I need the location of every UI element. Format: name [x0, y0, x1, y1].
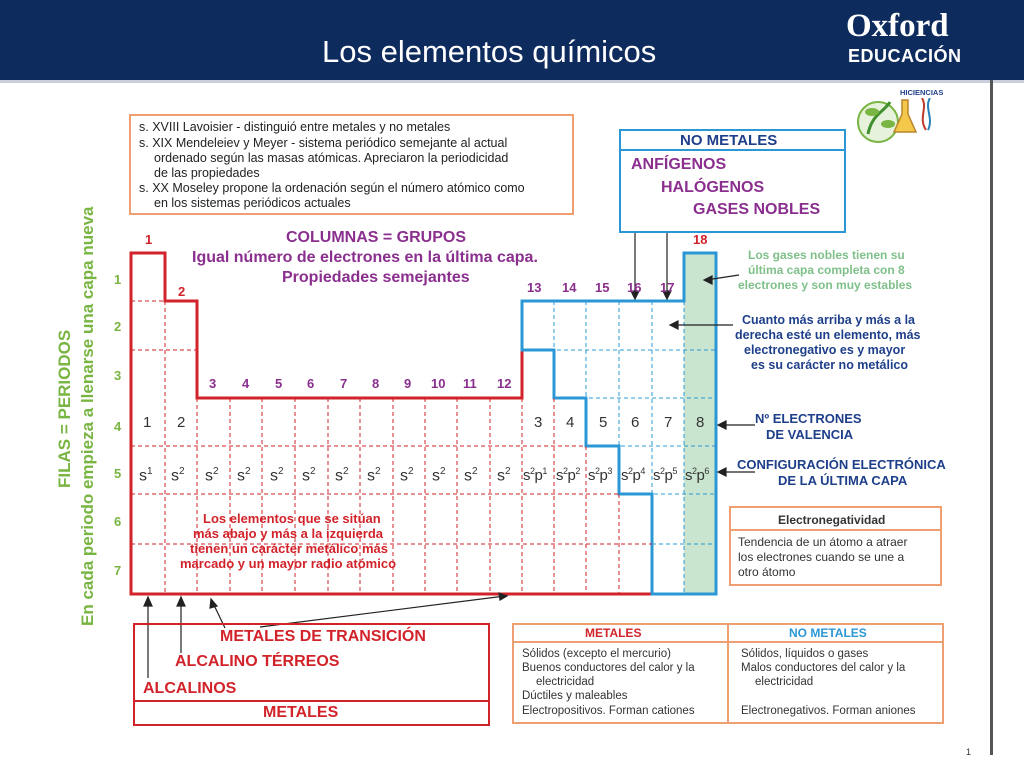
- group-number-16: 16: [627, 280, 642, 295]
- metals-prop-4: Dúctiles y maleables: [522, 690, 628, 702]
- properties-table-header-divider: [512, 641, 944, 643]
- electronegativity-def-1: Tendencia de un átomo a atraer: [738, 535, 908, 549]
- metals-prop-3: electricidad: [536, 676, 595, 688]
- group-number-10: 10: [431, 376, 446, 391]
- gases-nobles-label: GASES NOBLES: [693, 201, 821, 218]
- history-line-4: de las propiedades: [154, 166, 260, 180]
- group-number-2: 2: [178, 284, 186, 299]
- slide-title: Los elementos químicos: [322, 34, 657, 69]
- columns-heading: COLUMNAS = GRUPOS: [286, 229, 467, 246]
- electroneg-trend-3: electronegativo es y mayor: [744, 343, 906, 357]
- arrowhead-alcalinoterreos: [177, 597, 185, 606]
- properties-table-column-divider: [727, 623, 729, 724]
- group-number-6: 6: [307, 376, 315, 391]
- electronegativity-def-3: otro átomo: [738, 565, 796, 579]
- page-number: 1: [966, 747, 972, 757]
- arrowhead-valence: [718, 421, 726, 429]
- history-line-5: s. XX Moseley propone la ordenación según el número atómico como: [139, 181, 525, 195]
- metals-label: METALES: [263, 704, 339, 721]
- group-number-8: 8: [372, 376, 380, 391]
- valence-7: 7: [664, 414, 673, 431]
- metals-prop-1: Sólidos (excepto el mercurio): [522, 648, 671, 660]
- group-number-14: 14: [562, 280, 577, 295]
- config-p3: $s^2p^3$: [588, 466, 612, 484]
- group-number-7: 7: [340, 376, 348, 391]
- config-s2-group2: $s^2$: [171, 466, 185, 485]
- history-line-6: en los sistemas periódicos actuales: [154, 196, 351, 210]
- group-number-1: 1: [145, 232, 153, 247]
- alkaline-earth-label: ALCALINO TÉRREOS: [175, 653, 340, 670]
- nonmetals-title: NO METALES: [680, 132, 778, 149]
- period-number-5: 5: [114, 466, 122, 481]
- config-s2-g8: $s^2$: [367, 466, 381, 485]
- arrowhead-transicion-left: [210, 599, 217, 608]
- electronegativity-box-divider: [729, 529, 942, 531]
- config-s2-g11: $s^2$: [464, 466, 478, 485]
- config-s2-g10: $s^2$: [432, 466, 446, 485]
- noble-gases-note-1: Los gases nobles tienen su: [748, 248, 905, 262]
- halogenos-label: HALÓGENOS: [661, 179, 765, 196]
- columns-description: Igual número de electrones en la última capa.: [192, 249, 538, 266]
- properties-nonmetals-header: NO METALES: [789, 626, 867, 640]
- noble-gases-note-2: última capa completa con 8: [748, 263, 905, 277]
- electroneg-trend-4: es su carácter no metálico: [751, 358, 909, 372]
- group-number-18: 18: [693, 232, 708, 247]
- config-s2-g6: $s^2$: [302, 466, 316, 485]
- group-number-4: 4: [242, 376, 250, 391]
- config-p2: $s^2p^2$: [556, 466, 580, 484]
- oxford-logo: Oxford: [846, 8, 949, 44]
- metallic-trend-4: marcado y un mayor radio atómico: [180, 556, 397, 571]
- period-number-6: 6: [114, 514, 122, 529]
- rows-description: En cada periodo empieza a llenarse una capa nueva: [78, 206, 97, 626]
- group-number-11: 11: [463, 376, 477, 391]
- history-line-2: s. XIX Mendeleiev y Meyer - sistema periódico semejante al actual: [139, 136, 508, 150]
- valence-3: 3: [534, 414, 543, 431]
- config-s1: $s^1$: [139, 466, 153, 485]
- config-p1: $s^2p^1$: [523, 466, 547, 484]
- metals-prop-5: Electropositivos. Forman cationes: [522, 705, 695, 717]
- arrowhead-alcalinos: [144, 597, 152, 606]
- config-s2-g4: $s^2$: [237, 466, 251, 485]
- group-number-3: 3: [209, 376, 217, 391]
- group-number-12: 12: [497, 376, 512, 391]
- nonmetals-prop-1: Sólidos, líquidos o gases: [741, 648, 869, 660]
- group-number-15: 15: [595, 280, 610, 295]
- nonmetals-prop-3: electricidad: [755, 676, 814, 688]
- electronegativity-def-2: los electrones cuando se une a: [738, 550, 905, 564]
- columns-properties: Propiedades semejantes: [282, 269, 470, 286]
- group-number-13: 13: [527, 280, 542, 295]
- arrowhead-config: [718, 468, 726, 476]
- nonmetals-prop-5: Electronegativos. Forman aniones: [741, 705, 916, 717]
- group-number-9: 9: [404, 376, 412, 391]
- config-p6: $s^2p^6$: [685, 466, 709, 484]
- anfigenos-label: ANFÍGENOS: [631, 156, 727, 173]
- history-line-1: s. XVIII Lavoisier - distinguió entre metales y no metales: [139, 120, 451, 134]
- config-s2-g3: $s^2$: [205, 466, 219, 485]
- electroneg-trend-2: derecha esté un elemento, más: [735, 328, 921, 342]
- metallic-trend-2: más abajo y más a la izquierda: [193, 526, 384, 541]
- valence-4: 4: [566, 414, 575, 431]
- period-number-7: 7: [114, 563, 122, 578]
- valence-5: 5: [599, 414, 608, 431]
- valence-8: 8: [696, 414, 705, 431]
- period-number-4: 4: [114, 419, 122, 434]
- valence-1: 1: [143, 414, 152, 431]
- properties-metals-header: METALES: [585, 626, 642, 640]
- electroneg-trend-1: Cuanto más arriba y más a la: [742, 313, 915, 327]
- metals-box-divider: [133, 700, 490, 702]
- valence-label-2: DE VALENCIA: [766, 427, 854, 442]
- nonmetals-prop-2: Malos conductores del calor y la: [741, 662, 906, 674]
- group-number-17: 17: [660, 280, 675, 295]
- period-number-2: 2: [114, 319, 122, 334]
- config-s2-g12: $s^2$: [497, 466, 511, 485]
- electronegativity-title: Electronegatividad: [778, 513, 886, 527]
- period-number-1: 1: [114, 272, 122, 287]
- arrowhead-electroneg: [670, 321, 678, 329]
- metallic-trend-1: Los elementos que se sitúan: [203, 511, 381, 526]
- group-number-5: 5: [275, 376, 283, 391]
- config-s2-g7: $s^2$: [335, 466, 349, 485]
- config-label-2: DE LA ÚLTIMA CAPA: [778, 473, 908, 488]
- noble-gases-note-3: electrones y son muy estables: [738, 278, 913, 292]
- metals-prop-2: Buenos conductores del calor y la: [522, 662, 695, 674]
- config-p5: $s^2p^5$: [653, 466, 677, 484]
- metallic-trend-3: tienen un carácter metálico más: [190, 541, 388, 556]
- config-s2-g9: $s^2$: [400, 466, 414, 485]
- valence-label-1: Nº ELECTRONES: [755, 411, 862, 426]
- hiciencias-label: HICIENCIAS: [900, 88, 944, 97]
- history-line-3: ordenado según las masas atómicas. Apreciaron la periodicidad: [154, 151, 509, 165]
- period-number-3: 3: [114, 368, 122, 383]
- config-label-1: CONFIGURACIÓN ELECTRÓNICA: [737, 457, 946, 472]
- config-s2-g5: $s^2$: [270, 466, 284, 485]
- transition-metals-label: METALES DE TRANSICIÓN: [220, 628, 426, 645]
- valence-6: 6: [631, 414, 640, 431]
- valence-2: 2: [177, 414, 186, 431]
- oxford-logo-subtitle: EDUCACIÓN: [848, 46, 962, 66]
- config-p4: $s^2p^4$: [621, 466, 645, 484]
- rows-heading: FILAS = PERIODOS: [55, 329, 74, 488]
- alkali-label: ALCALINOS: [143, 680, 237, 697]
